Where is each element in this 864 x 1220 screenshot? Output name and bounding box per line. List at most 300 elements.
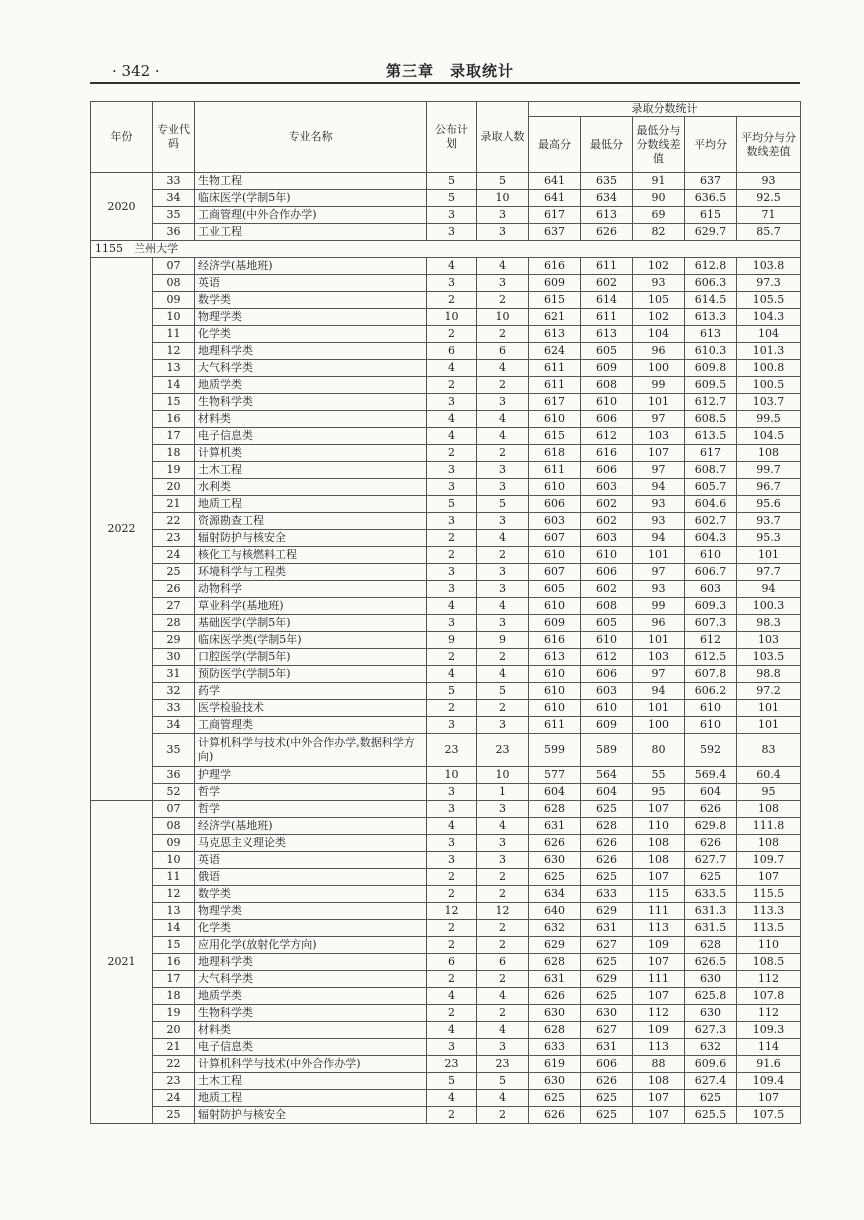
avg-diff-cell: 93 [737, 173, 801, 190]
admit-cell: 2 [477, 920, 529, 937]
max-cell: 613 [529, 649, 581, 666]
min-cell: 606 [581, 1056, 633, 1073]
code-cell: 18 [153, 445, 195, 462]
table-row [91, 903, 801, 920]
max-cell: 628 [529, 954, 581, 971]
min-diff-cell: 101 [633, 547, 685, 564]
avg-diff-cell: 97.3 [737, 275, 801, 292]
name-cell: 环境科学与工程类 [195, 564, 427, 581]
admit-cell: 4 [477, 988, 529, 1005]
plan-cell: 5 [427, 496, 477, 513]
min-diff-cell: 97 [633, 666, 685, 683]
min-cell: 589 [581, 734, 633, 767]
min-diff-cell: 107 [633, 1090, 685, 1107]
avg-diff-cell: 97.2 [737, 683, 801, 700]
avg-diff-cell: 99.5 [737, 411, 801, 428]
header-min: 最低分 [581, 117, 633, 173]
admit-cell: 23 [477, 1056, 529, 1073]
plan-cell: 2 [427, 971, 477, 988]
code-cell: 13 [153, 360, 195, 377]
name-cell: 临床医学(学制5年) [195, 190, 427, 207]
avg-cell: 609.6 [685, 1056, 737, 1073]
table-row [91, 615, 801, 632]
plan-cell: 3 [427, 275, 477, 292]
name-cell: 材料类 [195, 1022, 427, 1039]
table-row [91, 173, 801, 190]
min-diff-cell: 101 [633, 394, 685, 411]
avg-diff-cell: 103.5 [737, 649, 801, 666]
plan-cell: 3 [427, 479, 477, 496]
code-cell: 07 [153, 258, 195, 275]
plan-cell: 3 [427, 224, 477, 241]
min-diff-cell: 111 [633, 971, 685, 988]
admit-cell: 4 [477, 1022, 529, 1039]
avg-cell: 627.3 [685, 1022, 737, 1039]
code-cell: 12 [153, 343, 195, 360]
min-cell: 626 [581, 224, 633, 241]
table-row [91, 683, 801, 700]
code-cell: 21 [153, 1039, 195, 1056]
max-cell: 640 [529, 903, 581, 920]
code-cell: 10 [153, 852, 195, 869]
plan-cell: 2 [427, 649, 477, 666]
avg-cell: 610 [685, 717, 737, 734]
max-cell: 607 [529, 530, 581, 547]
avg-diff-cell: 98.3 [737, 615, 801, 632]
admit-cell: 3 [477, 207, 529, 224]
table-row [91, 190, 801, 207]
avg-cell: 609.3 [685, 598, 737, 615]
table-row [91, 309, 801, 326]
code-cell: 26 [153, 581, 195, 598]
university-row [91, 241, 801, 258]
admit-cell: 2 [477, 445, 529, 462]
admit-cell: 2 [477, 1005, 529, 1022]
max-cell: 626 [529, 1107, 581, 1124]
plan-cell: 3 [427, 394, 477, 411]
avg-diff-cell: 108 [737, 835, 801, 852]
avg-diff-cell: 113.5 [737, 920, 801, 937]
table-row [91, 920, 801, 937]
min-diff-cell: 93 [633, 496, 685, 513]
table-row [91, 1022, 801, 1039]
min-diff-cell: 88 [633, 1056, 685, 1073]
min-cell: 602 [581, 496, 633, 513]
plan-cell: 3 [427, 835, 477, 852]
code-cell: 35 [153, 734, 195, 767]
max-cell: 615 [529, 428, 581, 445]
name-cell: 工业工程 [195, 224, 427, 241]
min-cell: 625 [581, 988, 633, 1005]
name-cell: 动物科学 [195, 581, 427, 598]
code-cell: 09 [153, 835, 195, 852]
avg-cell: 636.5 [685, 190, 737, 207]
code-cell: 17 [153, 428, 195, 445]
min-diff-cell: 97 [633, 564, 685, 581]
min-diff-cell: 100 [633, 360, 685, 377]
min-cell: 606 [581, 666, 633, 683]
min-cell: 606 [581, 411, 633, 428]
min-cell: 608 [581, 377, 633, 394]
min-cell: 611 [581, 258, 633, 275]
table-row [91, 343, 801, 360]
plan-cell: 2 [427, 1107, 477, 1124]
table-row [91, 852, 801, 869]
code-cell: 23 [153, 530, 195, 547]
avg-cell: 625.8 [685, 988, 737, 1005]
plan-cell: 23 [427, 1056, 477, 1073]
code-cell: 34 [153, 190, 195, 207]
avg-diff-cell: 108.5 [737, 954, 801, 971]
code-cell: 33 [153, 700, 195, 717]
table-row [91, 835, 801, 852]
code-cell: 23 [153, 1073, 195, 1090]
header-min-diff: 最低分与分数线差值 [633, 117, 685, 173]
min-diff-cell: 107 [633, 801, 685, 818]
code-cell: 36 [153, 767, 195, 784]
admit-cell: 3 [477, 394, 529, 411]
name-cell: 计算机科学与技术(中外合作办学) [195, 1056, 427, 1073]
min-cell: 610 [581, 394, 633, 411]
code-cell: 11 [153, 869, 195, 886]
avg-cell: 609.8 [685, 360, 737, 377]
avg-diff-cell: 95.6 [737, 496, 801, 513]
min-diff-cell: 101 [633, 632, 685, 649]
min-cell: 605 [581, 343, 633, 360]
table-row [91, 666, 801, 683]
avg-diff-cell: 107 [737, 1090, 801, 1107]
avg-cell: 612.8 [685, 258, 737, 275]
code-cell: 25 [153, 1107, 195, 1124]
min-cell: 625 [581, 1090, 633, 1107]
name-cell: 经济学(基地班) [195, 258, 427, 275]
admit-cell: 6 [477, 343, 529, 360]
plan-cell: 5 [427, 173, 477, 190]
min-diff-cell: 107 [633, 954, 685, 971]
min-diff-cell: 112 [633, 1005, 685, 1022]
code-cell: 24 [153, 547, 195, 564]
avg-cell: 632 [685, 1039, 737, 1056]
table-row [91, 496, 801, 513]
plan-cell: 3 [427, 801, 477, 818]
name-cell: 计算机科学与技术(中外合作办学,数据科学方向) [195, 734, 427, 767]
max-cell: 599 [529, 734, 581, 767]
avg-diff-cell: 111.8 [737, 818, 801, 835]
code-cell: 14 [153, 377, 195, 394]
code-cell: 10 [153, 309, 195, 326]
min-cell: 603 [581, 530, 633, 547]
min-diff-cell: 103 [633, 428, 685, 445]
min-cell: 633 [581, 886, 633, 903]
min-cell: 603 [581, 479, 633, 496]
admit-cell: 4 [477, 598, 529, 615]
max-cell: 631 [529, 818, 581, 835]
code-cell: 20 [153, 1022, 195, 1039]
code-cell: 19 [153, 462, 195, 479]
code-cell: 28 [153, 615, 195, 632]
min-diff-cell: 90 [633, 190, 685, 207]
name-cell: 英语 [195, 275, 427, 292]
plan-cell: 3 [427, 581, 477, 598]
table-row [91, 869, 801, 886]
avg-cell: 613.5 [685, 428, 737, 445]
min-cell: 626 [581, 1073, 633, 1090]
admit-cell: 3 [477, 835, 529, 852]
name-cell: 土木工程 [195, 1073, 427, 1090]
header-rule [90, 82, 800, 84]
max-cell: 632 [529, 920, 581, 937]
avg-diff-cell: 101.3 [737, 343, 801, 360]
avg-diff-cell: 94 [737, 581, 801, 598]
max-cell: 617 [529, 207, 581, 224]
min-diff-cell: 100 [633, 717, 685, 734]
avg-diff-cell: 108 [737, 445, 801, 462]
plan-cell: 3 [427, 462, 477, 479]
max-cell: 641 [529, 190, 581, 207]
min-diff-cell: 115 [633, 886, 685, 903]
min-diff-cell: 97 [633, 411, 685, 428]
avg-cell: 592 [685, 734, 737, 767]
code-cell: 22 [153, 513, 195, 530]
min-cell: 602 [581, 581, 633, 598]
min-diff-cell: 102 [633, 258, 685, 275]
min-diff-cell: 111 [633, 903, 685, 920]
avg-cell: 626 [685, 801, 737, 818]
avg-cell: 625 [685, 1090, 737, 1107]
avg-cell: 613 [685, 326, 737, 343]
name-cell: 电子信息类 [195, 1039, 427, 1056]
name-cell: 基础医学(学制5年) [195, 615, 427, 632]
avg-diff-cell: 93.7 [737, 513, 801, 530]
avg-cell: 602.7 [685, 513, 737, 530]
avg-cell: 610 [685, 547, 737, 564]
avg-diff-cell: 109.4 [737, 1073, 801, 1090]
code-cell: 29 [153, 632, 195, 649]
name-cell: 地质学类 [195, 377, 427, 394]
table-row [91, 734, 801, 767]
max-cell: 641 [529, 173, 581, 190]
year-cell: 2021 [91, 801, 153, 1124]
min-diff-cell: 96 [633, 343, 685, 360]
plan-cell: 4 [427, 258, 477, 275]
avg-cell: 610.3 [685, 343, 737, 360]
table-row [91, 1056, 801, 1073]
min-cell: 609 [581, 717, 633, 734]
max-cell: 607 [529, 564, 581, 581]
max-cell: 626 [529, 988, 581, 1005]
min-diff-cell: 110 [633, 818, 685, 835]
min-cell: 604 [581, 784, 633, 801]
avg-diff-cell: 99.7 [737, 462, 801, 479]
max-cell: 610 [529, 547, 581, 564]
min-cell: 625 [581, 869, 633, 886]
admit-cell: 2 [477, 937, 529, 954]
min-cell: 627 [581, 1022, 633, 1039]
avg-diff-cell: 109.7 [737, 852, 801, 869]
avg-cell: 608.7 [685, 462, 737, 479]
max-cell: 610 [529, 666, 581, 683]
admit-cell: 4 [477, 666, 529, 683]
min-diff-cell: 107 [633, 988, 685, 1005]
header-year: 年份 [91, 102, 153, 173]
avg-diff-cell: 97.7 [737, 564, 801, 581]
name-cell: 临床医学类(学制5年) [195, 632, 427, 649]
name-cell: 地质工程 [195, 1090, 427, 1107]
table-row [91, 292, 801, 309]
admit-cell: 2 [477, 1107, 529, 1124]
min-diff-cell: 108 [633, 1073, 685, 1090]
admit-cell: 1 [477, 784, 529, 801]
admit-cell: 3 [477, 462, 529, 479]
name-cell: 口腔医学(学制5年) [195, 649, 427, 666]
admit-cell: 2 [477, 700, 529, 717]
max-cell: 611 [529, 462, 581, 479]
code-cell: 07 [153, 801, 195, 818]
code-cell: 16 [153, 954, 195, 971]
table-row [91, 479, 801, 496]
min-diff-cell: 93 [633, 513, 685, 530]
table-row [91, 462, 801, 479]
plan-cell: 4 [427, 428, 477, 445]
admit-cell: 2 [477, 326, 529, 343]
admit-cell: 2 [477, 377, 529, 394]
plan-cell: 3 [427, 615, 477, 632]
code-cell: 19 [153, 1005, 195, 1022]
avg-cell: 626 [685, 835, 737, 852]
avg-cell: 612 [685, 632, 737, 649]
admit-cell: 10 [477, 190, 529, 207]
code-cell: 31 [153, 666, 195, 683]
avg-diff-cell: 104.5 [737, 428, 801, 445]
avg-cell: 606.2 [685, 683, 737, 700]
table-row [91, 360, 801, 377]
plan-cell: 23 [427, 734, 477, 767]
code-cell: 17 [153, 971, 195, 988]
min-cell: 629 [581, 903, 633, 920]
table-row [91, 784, 801, 801]
max-cell: 634 [529, 886, 581, 903]
min-diff-cell: 99 [633, 377, 685, 394]
name-cell: 材料类 [195, 411, 427, 428]
max-cell: 628 [529, 1022, 581, 1039]
admit-cell: 2 [477, 869, 529, 886]
min-diff-cell: 107 [633, 1107, 685, 1124]
admit-cell: 5 [477, 173, 529, 190]
admit-cell: 2 [477, 292, 529, 309]
avg-diff-cell: 98.8 [737, 666, 801, 683]
avg-cell: 625 [685, 869, 737, 886]
avg-cell: 631.5 [685, 920, 737, 937]
min-cell: 606 [581, 564, 633, 581]
plan-cell: 9 [427, 632, 477, 649]
min-diff-cell: 95 [633, 784, 685, 801]
name-cell: 地质工程 [195, 496, 427, 513]
code-cell: 30 [153, 649, 195, 666]
max-cell: 631 [529, 971, 581, 988]
max-cell: 606 [529, 496, 581, 513]
min-cell: 634 [581, 190, 633, 207]
admit-cell: 5 [477, 1073, 529, 1090]
code-cell: 16 [153, 411, 195, 428]
admit-cell: 3 [477, 581, 529, 598]
name-cell: 土木工程 [195, 462, 427, 479]
admit-cell: 2 [477, 971, 529, 988]
plan-cell: 5 [427, 1073, 477, 1090]
name-cell: 英语 [195, 852, 427, 869]
avg-diff-cell: 110 [737, 937, 801, 954]
min-cell: 625 [581, 801, 633, 818]
plan-cell: 5 [427, 190, 477, 207]
table-row [91, 207, 801, 224]
min-cell: 613 [581, 207, 633, 224]
min-cell: 602 [581, 513, 633, 530]
plan-cell: 3 [427, 513, 477, 530]
min-cell: 564 [581, 767, 633, 784]
max-cell: 633 [529, 1039, 581, 1056]
avg-diff-cell: 107.5 [737, 1107, 801, 1124]
avg-diff-cell: 103 [737, 632, 801, 649]
table-row [91, 767, 801, 784]
min-diff-cell: 105 [633, 292, 685, 309]
table-body [91, 173, 801, 1124]
avg-diff-cell: 108 [737, 801, 801, 818]
max-cell: 610 [529, 683, 581, 700]
admit-cell: 5 [477, 683, 529, 700]
avg-cell: 604.6 [685, 496, 737, 513]
code-cell: 25 [153, 564, 195, 581]
avg-cell: 610 [685, 700, 737, 717]
code-cell: 35 [153, 207, 195, 224]
max-cell: 615 [529, 292, 581, 309]
min-diff-cell: 107 [633, 445, 685, 462]
table-row [91, 411, 801, 428]
avg-diff-cell: 95 [737, 784, 801, 801]
name-cell: 物理学类 [195, 903, 427, 920]
avg-cell: 607.3 [685, 615, 737, 632]
avg-cell: 569.4 [685, 767, 737, 784]
plan-cell: 3 [427, 1039, 477, 1056]
min-cell: 626 [581, 852, 633, 869]
avg-cell: 627.4 [685, 1073, 737, 1090]
admit-cell: 3 [477, 717, 529, 734]
table-row [91, 988, 801, 1005]
code-cell: 14 [153, 920, 195, 937]
avg-cell: 615 [685, 207, 737, 224]
min-diff-cell: 91 [633, 173, 685, 190]
avg-cell: 625.5 [685, 1107, 737, 1124]
avg-diff-cell: 101 [737, 717, 801, 734]
table-row [91, 649, 801, 666]
code-cell: 09 [153, 292, 195, 309]
min-cell: 616 [581, 445, 633, 462]
name-cell: 数学类 [195, 886, 427, 903]
avg-diff-cell: 100.8 [737, 360, 801, 377]
admit-cell: 3 [477, 1039, 529, 1056]
table-row [91, 547, 801, 564]
min-diff-cell: 109 [633, 937, 685, 954]
plan-cell: 2 [427, 1005, 477, 1022]
name-cell: 俄语 [195, 869, 427, 886]
admit-cell: 12 [477, 903, 529, 920]
table-row [91, 801, 801, 818]
min-cell: 628 [581, 818, 633, 835]
min-cell: 626 [581, 835, 633, 852]
table-row [91, 258, 801, 275]
plan-cell: 2 [427, 326, 477, 343]
avg-cell: 626.5 [685, 954, 737, 971]
min-diff-cell: 113 [633, 1039, 685, 1056]
avg-diff-cell: 100.5 [737, 377, 801, 394]
